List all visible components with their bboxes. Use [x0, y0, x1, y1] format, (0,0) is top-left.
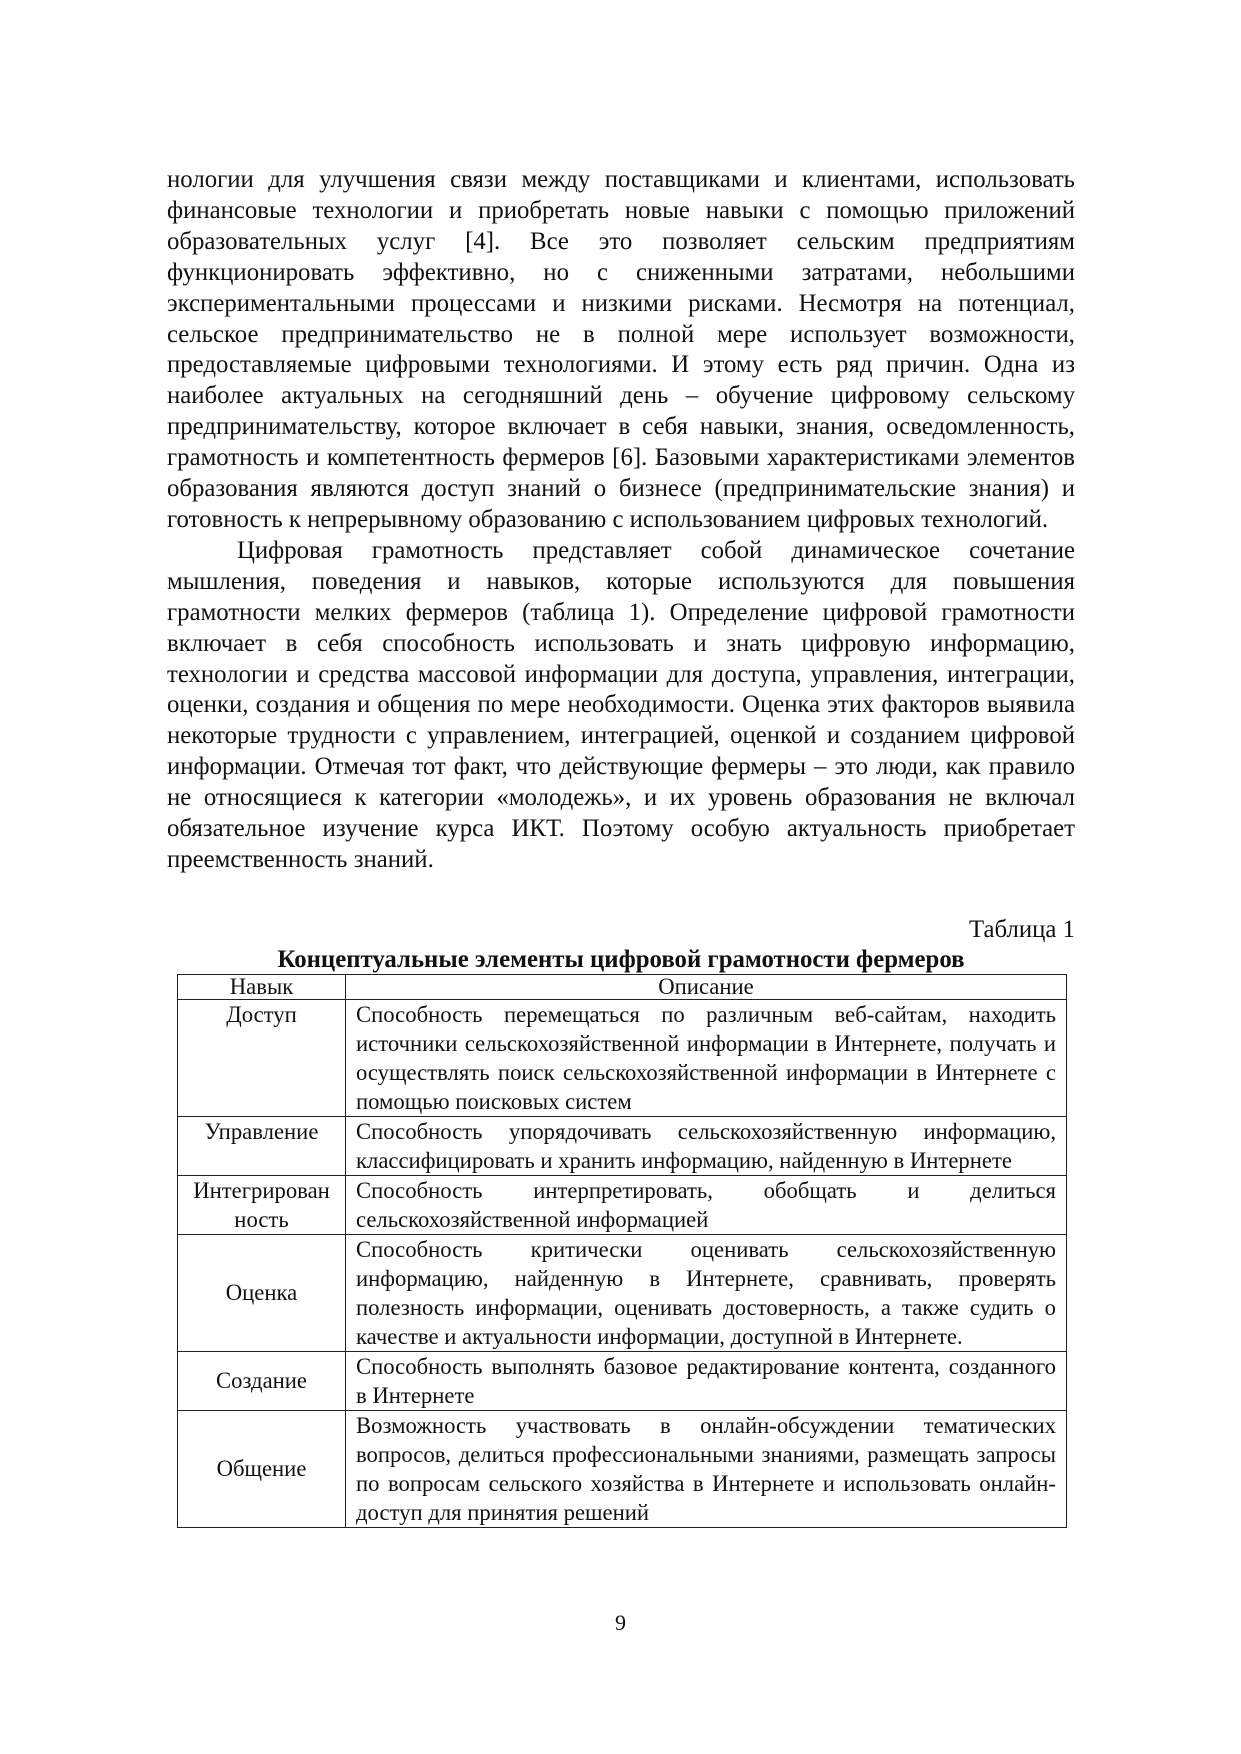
description-cell: Способность выполнять базовое редактирование контента, созданного в Интернете [346, 1351, 1067, 1410]
table-label: Таблица 1 [968, 915, 1075, 943]
header-skill: Навык [178, 974, 346, 999]
skill-cell: Оценка [178, 1234, 346, 1351]
body-paragraph-2: Цифровая грамотность представляет собой динамическое сочетание мышления, поведения и навыков, которые используются для повышения грамотности мелких фермеров (таблица 1). Определение цифровой грамотности включает в себя способность использовать и знать цифровую информацию, технологии и средства массовой информации для доступа, управления, интеграции, оценки, создания и общения по мере необходимости. Оценка этих факторов выявила некоторые трудности с управлением, интеграцией, оценкой и созданием цифровой информации. Отмечая тот факт, что действующие фермеры – это люди, как правило не относящиеся к категории «молодежь», и их уровень образования не включал обязательное изучение курса ИКТ. Поэтому особую актуальность приобретает преемственность знаний. [167, 536, 1075, 873]
skill-cell: Управление [178, 1116, 346, 1175]
description-cell: Способность интерпретировать, обобщать и делиться сельскохозяйственной информацией [346, 1175, 1067, 1234]
table-row [178, 1410, 1067, 1527]
skill-cell: Интегрирован ность [178, 1175, 346, 1234]
description-cell: Возможность участвовать в онлайн-обсуждении тематических вопросов, делиться профессиональными знаниями, размещать запросы по вопросам сельского хозяйства в Интернете и использовать онлайн-доступ для принятия решений [346, 1410, 1067, 1527]
description-cell: Способность перемещаться по различным веб-сайтам, находить источники сельскохозяйственной информации в Интернете, получать и осуществлять поиск сельскохозяйственной информации в Интернете с помощью поисковых систем [346, 999, 1067, 1116]
table-row [178, 1351, 1067, 1410]
skill-cell: Доступ [178, 999, 346, 1116]
table-title: Концептуальные элементы цифровой грамотности фермеров [277, 945, 965, 973]
body-paragraph-1: нологии для улучшения связи между поставщиками и клиентами, использовать финансовые технологии и приобретать новые навыки с помощью приложений образовательных услуг [4]. Все это позволяет сельским предприятиям функционировать эффективно, но с сниженными затратами, небольшими экспериментальными процессами и низкими рисками. Несмотря на потенциал, сельское предпринимательство не в полной мере использует возможности, предоставляемые цифровыми технологиями. И этому есть ряд причин. Одна из наиболее актуальных на сегодняшний день – обучение цифровому сельскому предпринимательству, которое включает в себя навыки, знания, осведомленность, грамотность и компетентность фермеров [6]. Базовыми характеристиками элементов образования являются доступ знаний о бизнесе (предпринимательские знания) и готовность к непрерывному образованию с использованием цифровых технологий. [167, 166, 1075, 533]
skills-table [177, 974, 1067, 1528]
skill-cell: Общение [178, 1410, 346, 1527]
table-row [178, 1175, 1067, 1234]
header-description: Описание [346, 974, 1067, 999]
skill-cell: Создание [178, 1351, 346, 1410]
table-header-row [178, 974, 1067, 999]
description-cell: Способность упорядочивать сельскохозяйственную информацию, классифицировать и хранить информацию, найденную в Интернете [346, 1116, 1067, 1175]
description-cell: Способность критически оценивать сельскохозяйственную информацию, найденную в Интернете, сравнивать, проверять полезность информации, оценивать достоверность, а также судить о качестве и актуальности информации, доступной в Интернете. [346, 1234, 1067, 1351]
table-row [178, 1234, 1067, 1351]
table-row [178, 1116, 1067, 1175]
page-content [167, 165, 1075, 1528]
table-row [178, 999, 1067, 1116]
page-number: 9 [615, 1610, 626, 1635]
